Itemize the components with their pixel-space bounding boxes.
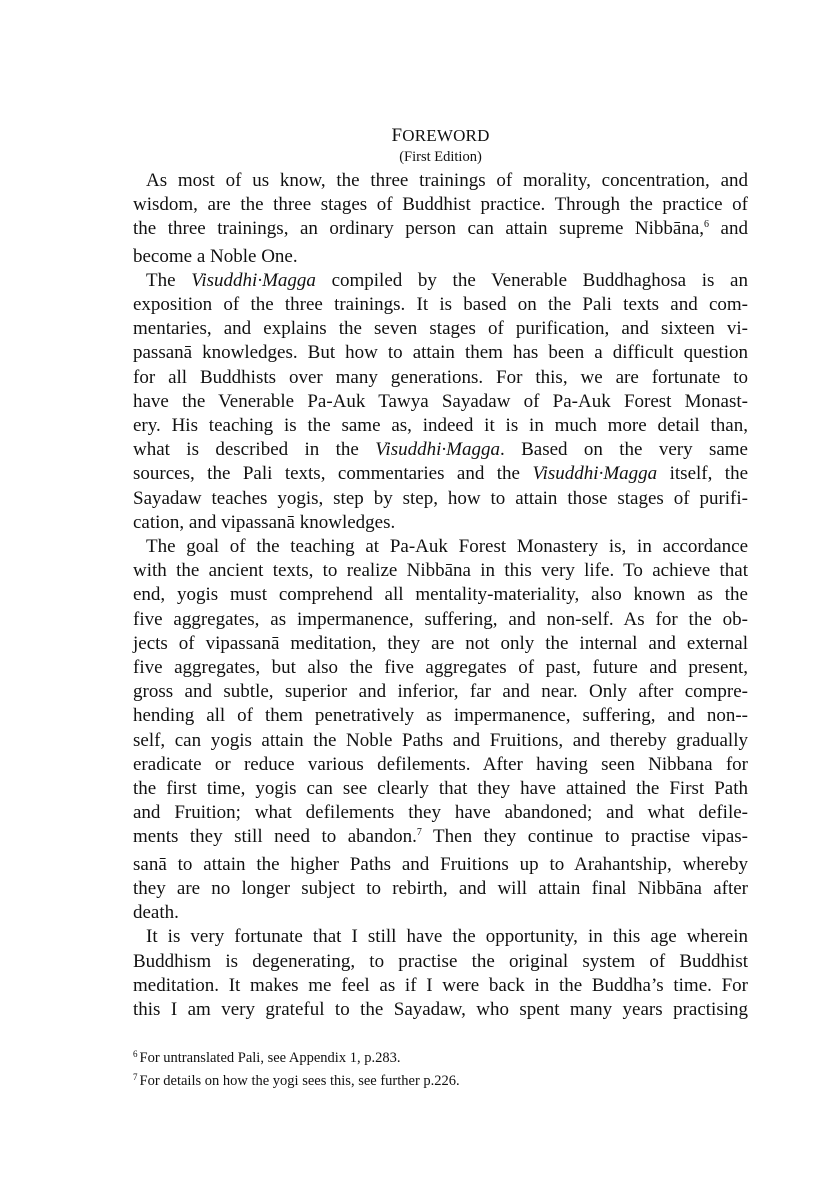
text-line: passanā knowledges. But how to attain them has been a difficult question (133, 342, 748, 364)
foreword-body (133, 169, 748, 1022)
text-line: with the ancient texts, to realize Nibbāna in this very life. To achieve that (133, 560, 748, 582)
paragraph-4 (133, 925, 748, 1022)
text-line: hending all of them penetratively as impermanence, suffering, and non-- (133, 705, 748, 727)
text-line: The Visuddhi·Magga compiled by the Venerable Buddhaghosa is an (146, 269, 748, 291)
paragraph-1 (133, 169, 748, 269)
text-line: become a Noble One. (133, 245, 298, 267)
text-line: sanā to attain the higher Paths and Fruitions up to Arahantship, whereby (133, 853, 748, 875)
text-line: Buddhism is degenerating, to practise the original system of Buddhist (133, 950, 748, 972)
book-title: Visuddhi·Magga (375, 439, 500, 461)
text-line: sources, the Pali texts, commentaries and the Visuddhi·Magga itself, the (133, 463, 749, 485)
text-line: self, can yogis attain the Noble Paths and Fruitions, and thereby gradually (133, 729, 748, 751)
text-line: for all Buddhists over many generations. For this, we are fortunate to (133, 366, 748, 388)
page-title: FOREWORD (391, 125, 490, 146)
footnote-6: $^6$ For untranslated Pali, see Appendix 1, p.283. (133, 1049, 401, 1066)
text-line: five aggregates, but also the five aggregates of past, future and present, (133, 657, 748, 679)
text-line: have the Venerable Pa-Auk Tawya Sayadaw of Pa-Auk Forest Monast- (133, 390, 748, 412)
text-line: The goal of the teaching at Pa-Auk Forest Monastery is, in accordance (146, 536, 748, 558)
text-line: gross and subtle, superior and inferior, far and near. Only after compre- (133, 681, 748, 703)
footnote-7: $^7$ For details on how the yogi sees this, see further p.226. (133, 1072, 460, 1089)
text-line: jects of vipassanā meditation, they are not only the internal and external (133, 632, 748, 654)
text-line: five aggregates, as impermanence, suffering, and non-self. As for the ob- (133, 608, 748, 630)
text-line: Sayadaw teaches yogis, step by step, how to attain those stages of purifi- (133, 487, 748, 509)
book-title: Visuddhi·Magga (191, 269, 316, 291)
text-line: wisdom, are the three stages of Buddhist practice. Through the practice of (133, 194, 748, 216)
text-line: they are no longer subject to rebirth, and will attain final Nibbāna after (133, 877, 748, 899)
page-subtitle: (First Edition) (399, 149, 482, 165)
text-line: the first time, yogis can see clearly that they have attained the First Path (133, 778, 748, 800)
page (133, 125, 748, 1022)
text-line: what is described in the Visuddhi·Magga. Based on the very same (133, 439, 748, 461)
text-line: the three trainings, an ordinary person can attain supreme Nibbāna,$^6$ and (133, 218, 748, 240)
text-line: cation, and vipassanā knowledges. (133, 511, 396, 533)
text-line: It is very fortunate that I still have the opportunity, in this age wherein (146, 926, 748, 948)
text-line: end, yogis must comprehend all mentality-materiality, also known as the (133, 584, 748, 606)
paragraph-2 (133, 269, 748, 535)
text-line: exposition of the three trainings. It is based on the Pali texts and com- (133, 294, 748, 316)
text-line: this I am very grateful to the Sayadaw, who spent many years practising (133, 998, 748, 1020)
footnote-ref-7[interactable]: 7 (416, 827, 422, 839)
text-line: ments they still need to abandon.$^7$ Then they continue to practise vipas- (133, 826, 748, 848)
text-line: death. (133, 902, 179, 924)
text-line: mentaries, and explains the seven stages of purification, and sixteen vi- (133, 318, 748, 340)
footnotes (133, 1047, 748, 1093)
text-line: As most of us know, the three trainings of morality, concentration, and (146, 170, 748, 191)
paragraph-3 (133, 535, 748, 925)
text-line: and Fruition; what defilements they have abandoned; and what defile- (133, 802, 748, 824)
book-title: Visuddhi·Magga (532, 463, 658, 485)
footnote-ref-6[interactable]: 6 (704, 219, 710, 231)
text-line: ery. His teaching is the same as, indeed it is in much more detail than, (133, 415, 748, 437)
text-line: meditation. It makes me feel as if I were back in the Buddha’s time. For (133, 974, 748, 996)
text-line: eradicate or reduce various defilements. After having seen Nibbana for (133, 753, 748, 775)
